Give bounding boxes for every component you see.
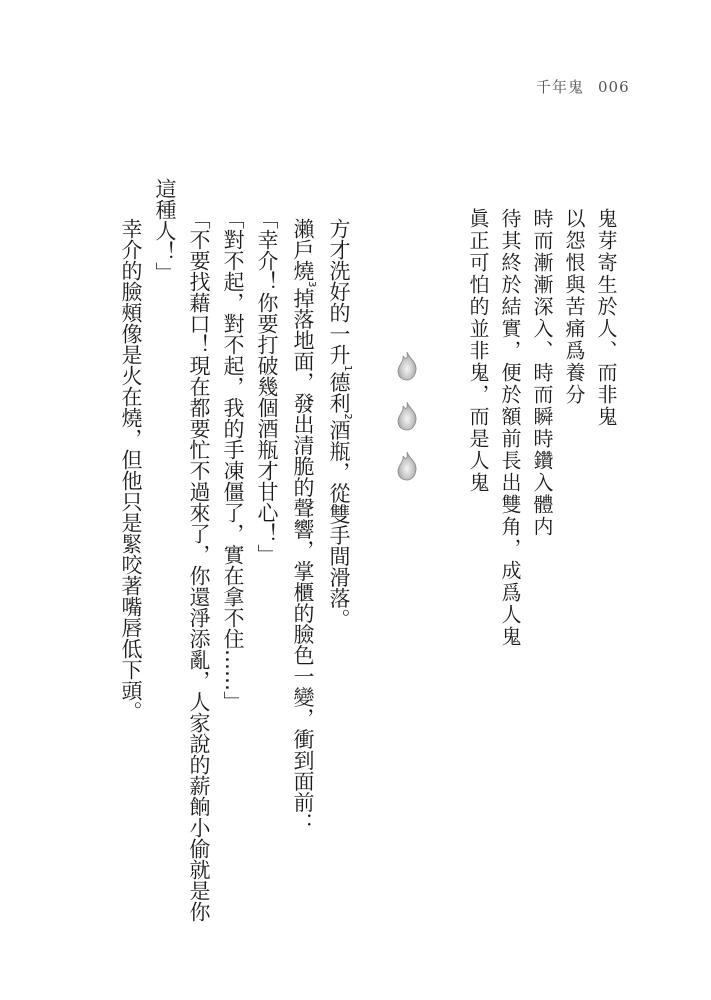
prose-line-1: 方才洗好的一升$^1$德利$^2$酒瓶，從雙手間滑落。 [327,218,353,630]
flame-separator [395,350,419,500]
book-title: 千年鬼 [536,78,585,96]
poem-line-4: 待其終於結實，便於額前長出雙角，成爲人鬼 [498,208,522,648]
page-number: 006 [598,78,630,96]
prose-line-3: 「幸介！你要打破幾個酒瓶才甘心！」 [255,208,279,565]
flame-icon [398,402,416,430]
footnote-marker[interactable]: 3 [306,281,317,288]
footnote-marker[interactable]: 2 [342,413,353,420]
prose-line-6: 這種人！」 [153,178,177,283]
flame-icon [398,452,416,480]
poem-line-5: 眞正可怕的並非鬼，而是人鬼 [466,208,490,494]
poem-line-1: 鬼芽寄生於人、而非鬼 [594,208,618,428]
prose-line-7: 幸介的臉頰像是火在燒，但他只是緊咬著嘴唇低下頭。 [119,218,143,722]
poem-line-3: 時而漸漸深入、時而瞬時鑽入體内 [530,208,554,538]
poem-line-2: 以怨恨與苦痛爲養分 [562,208,586,406]
flame-icon [398,352,416,380]
footnote-marker[interactable]: 1 [342,365,353,372]
prose-line-4: 「對不起，對不起，我的手凍僵了，實在拿不住……」 [221,208,245,712]
running-header [536,76,630,97]
prose-line-2: 瀨戶燒$^3$掉落地面，發出清脆的聲響，掌櫃的臉色一變，衝到面前： [291,218,317,834]
prose-line-5: 「不要找藉口！現在都要忙不過來了，你還淨添亂，人家說的薪餉小偷就是你 [187,208,211,922]
